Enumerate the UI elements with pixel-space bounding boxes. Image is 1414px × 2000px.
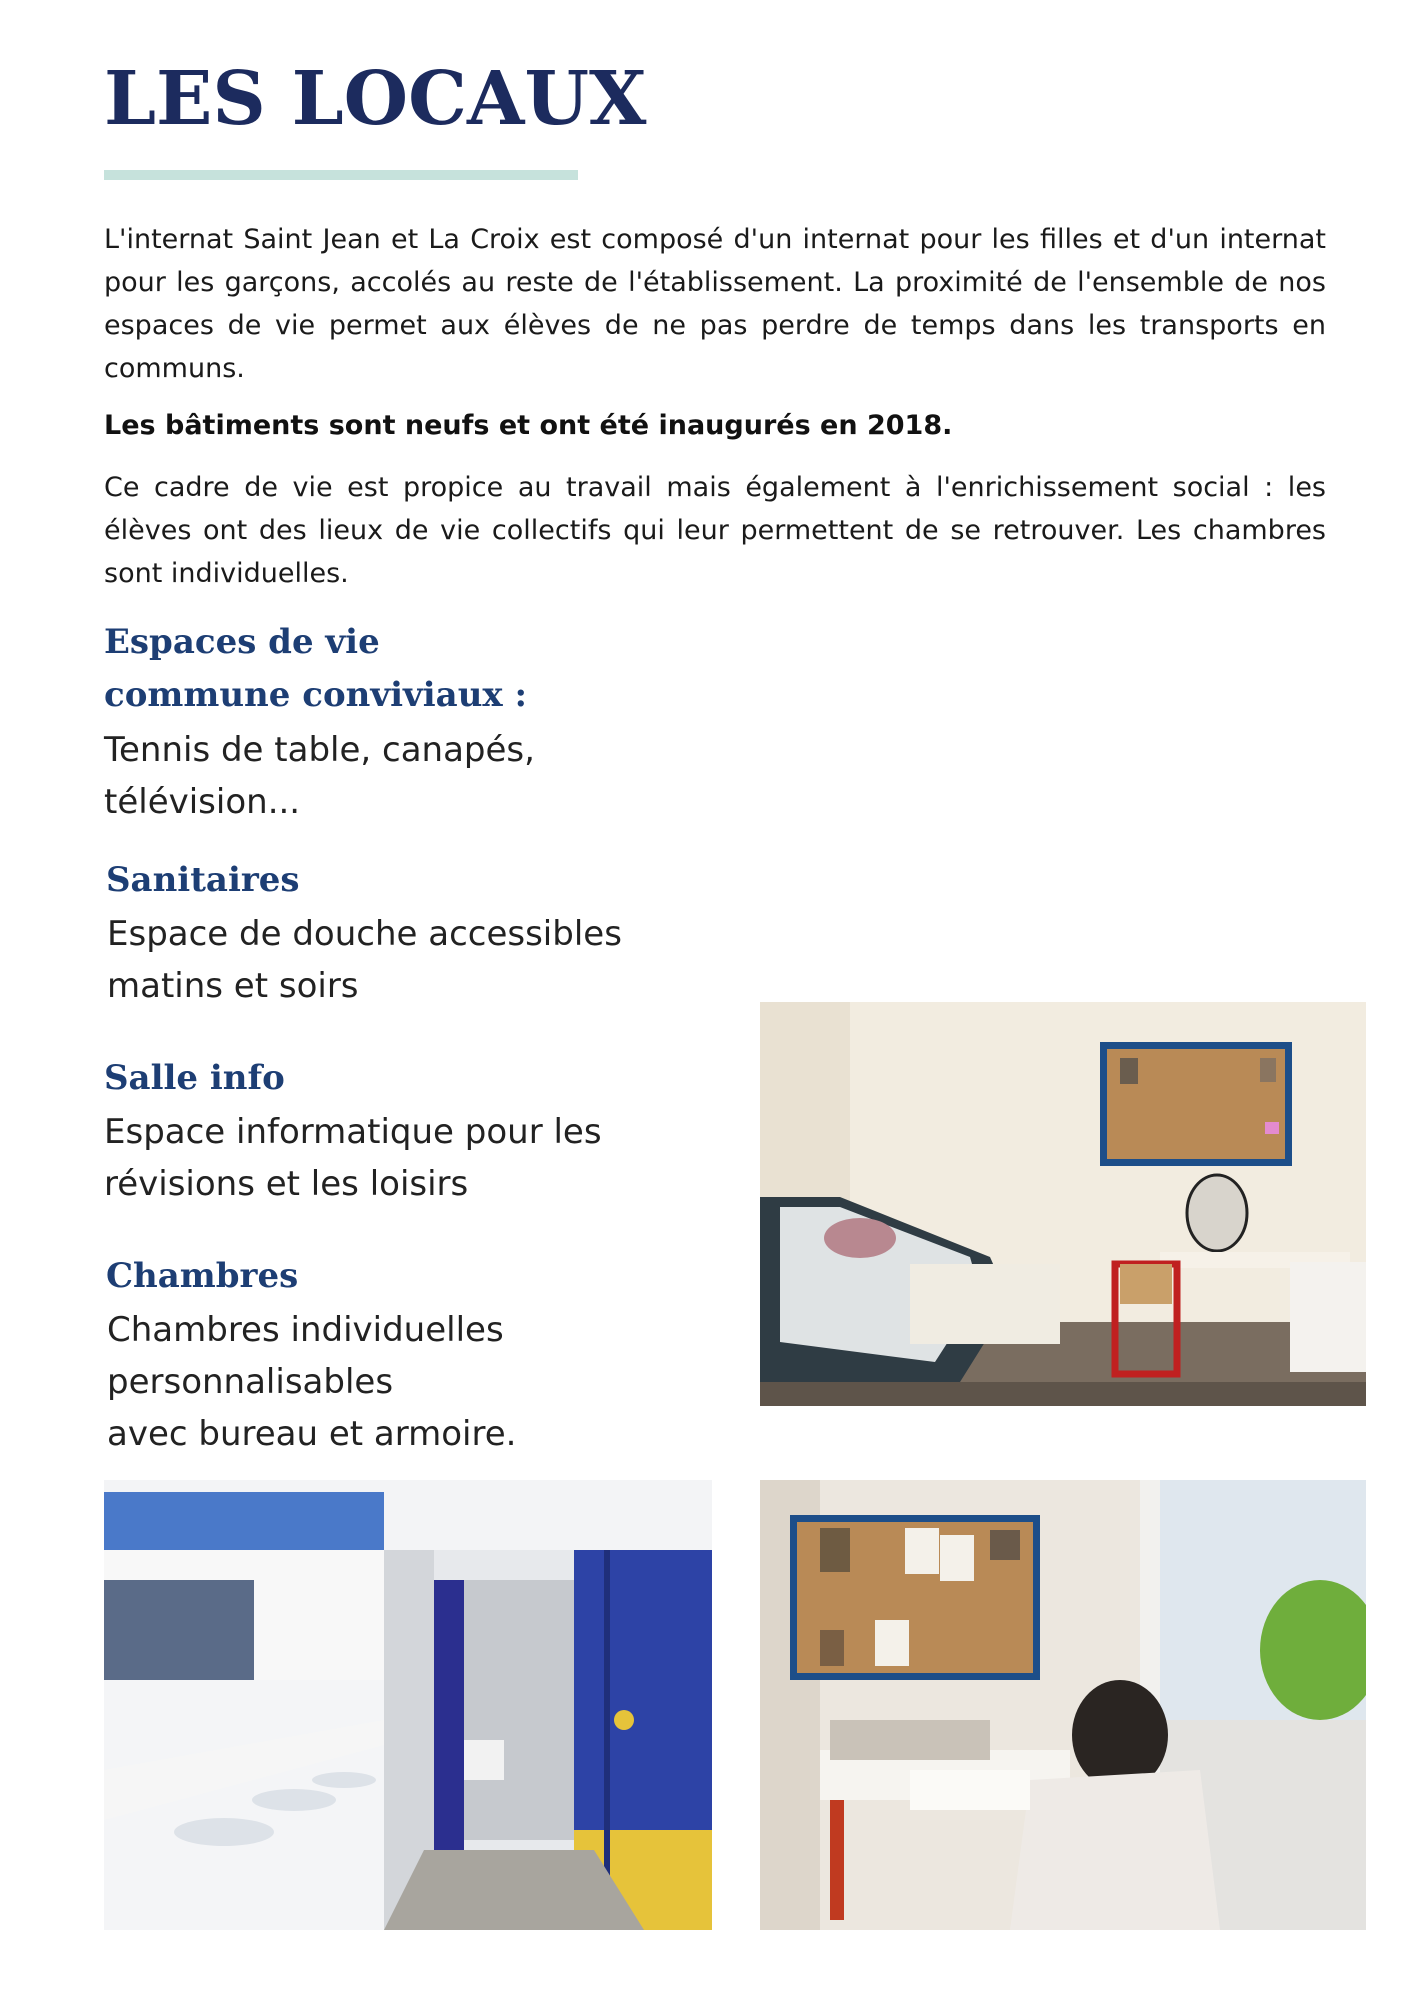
intro-paragraph-1: L'internat Saint Jean et La Croix est composé d'un internat pour les filles et d'un internat pour les garçons, accolés au reste de l'établissement. La proximité de l'ensemble de nos espaces de vie permet aux élèves de ne pas perdre de temps dans les transports en communs.: [104, 224, 1326, 384]
intro-highlight: Les bâtiments sont neufs et ont été inaugurés en 2018.: [104, 410, 953, 441]
section-text-salle-info: Espace informatique pour les révisions et les loisirs: [104, 1112, 602, 1204]
section-text-chambres: Chambres individuelles personnalisables avec bureau et armoire.: [107, 1310, 517, 1454]
section-text-sanitaires: Espace de douche accessibles matins et soirs: [107, 914, 622, 1006]
section-heading-chambres: Chambres: [106, 1256, 299, 1296]
section-heading-sanitaires: Sanitaires: [106, 860, 300, 900]
bedroom-photo: [760, 1002, 1366, 1406]
study-photo: [760, 1480, 1366, 1930]
page-title: LES LOCAUX: [104, 56, 647, 142]
section-text-common-spaces: Tennis de table, canapés, télévision...: [104, 730, 535, 822]
sanitary-photo: [104, 1480, 712, 1930]
intro-paragraph-2: Ce cadre de vie est propice au travail mais également à l'enrichissement social : les élèves ont des lieux de vie collectifs qui leur permettent de se retrouver. Les chambres sont individuelles.: [104, 472, 1326, 589]
section-heading-salle-info: Salle info: [104, 1058, 285, 1098]
section-heading-common-spaces: Espaces de vie commune conviviaux :: [104, 622, 528, 715]
title-underline: [104, 170, 578, 180]
